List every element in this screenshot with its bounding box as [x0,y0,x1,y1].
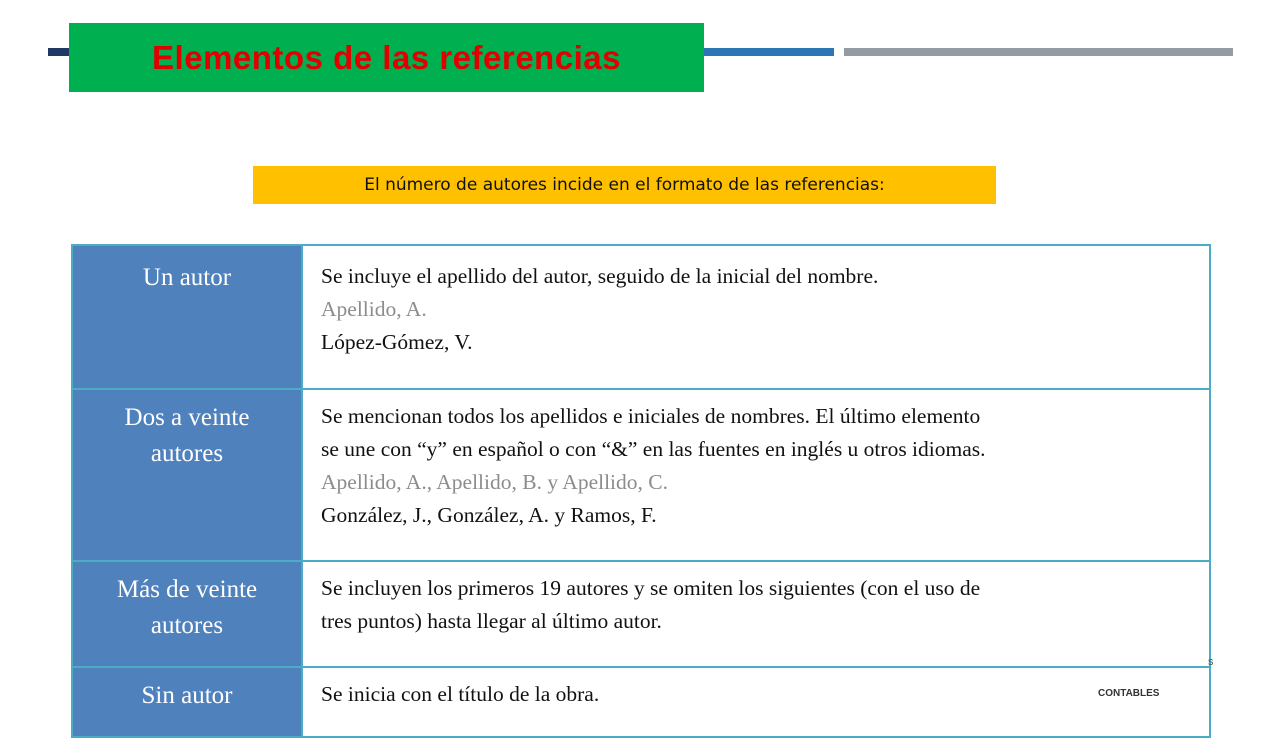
format-pattern-line: Apellido, A., Apellido, B. y Apellido, C. [321,470,668,494]
row-label-cell [72,667,302,737]
footer-edge-text: s [1208,656,1214,668]
title-banner [69,23,704,92]
row-label-cell [72,245,302,389]
row-label: Dos a veinte [124,404,250,431]
slide-subtitle: El número de autores incide en el formato de las referencias: [364,175,885,195]
row-label-cell [72,389,302,561]
row-label: Un autor [142,264,232,291]
description-line: se une con “y” en español o con “&” en las fuentes en inglés u otros idiomas. [321,437,986,461]
accent-bar-blue [704,48,834,56]
slide-title: Elementos de las referencias [152,38,621,76]
row-description-cell [302,667,1210,737]
row-label-cell [72,561,302,667]
table-row [72,245,1210,389]
example-line: López-Gómez, V. [321,330,473,354]
description-line: Se incluye el apellido del autor, seguido de la inicial del nombre. [321,264,879,288]
footer-text: CONTABLES [1098,688,1160,699]
accent-bar-gray [844,48,1233,56]
description-line: Se incluyen los primeros 19 autores y se omiten los siguientes (con el uso de [321,576,981,600]
subtitle-banner [253,166,996,204]
row-description-cell [302,561,1210,667]
table-row [72,389,1210,561]
example-line: González, J., González, A. y Ramos, F. [321,503,657,527]
row-label: autores [150,440,224,467]
description-line: tres puntos) hasta llegar al último autor. [321,609,662,633]
description-line: Se inicia con el título de la obra. [321,682,600,706]
table-row [72,667,1210,737]
description-line: Se mencionan todos los apellidos e iniciales de nombres. El último elemento [321,404,981,428]
format-pattern-line: Apellido, A. [321,297,427,321]
accent-bar-left [48,48,70,56]
row-label: Sin autor [141,682,233,709]
row-label: autores [150,612,224,639]
row-label: Más de veinte [116,576,258,603]
reference-format-table [71,244,1211,738]
row-description-cell [302,389,1210,561]
row-description-cell [302,245,1210,389]
table-row [72,561,1210,667]
